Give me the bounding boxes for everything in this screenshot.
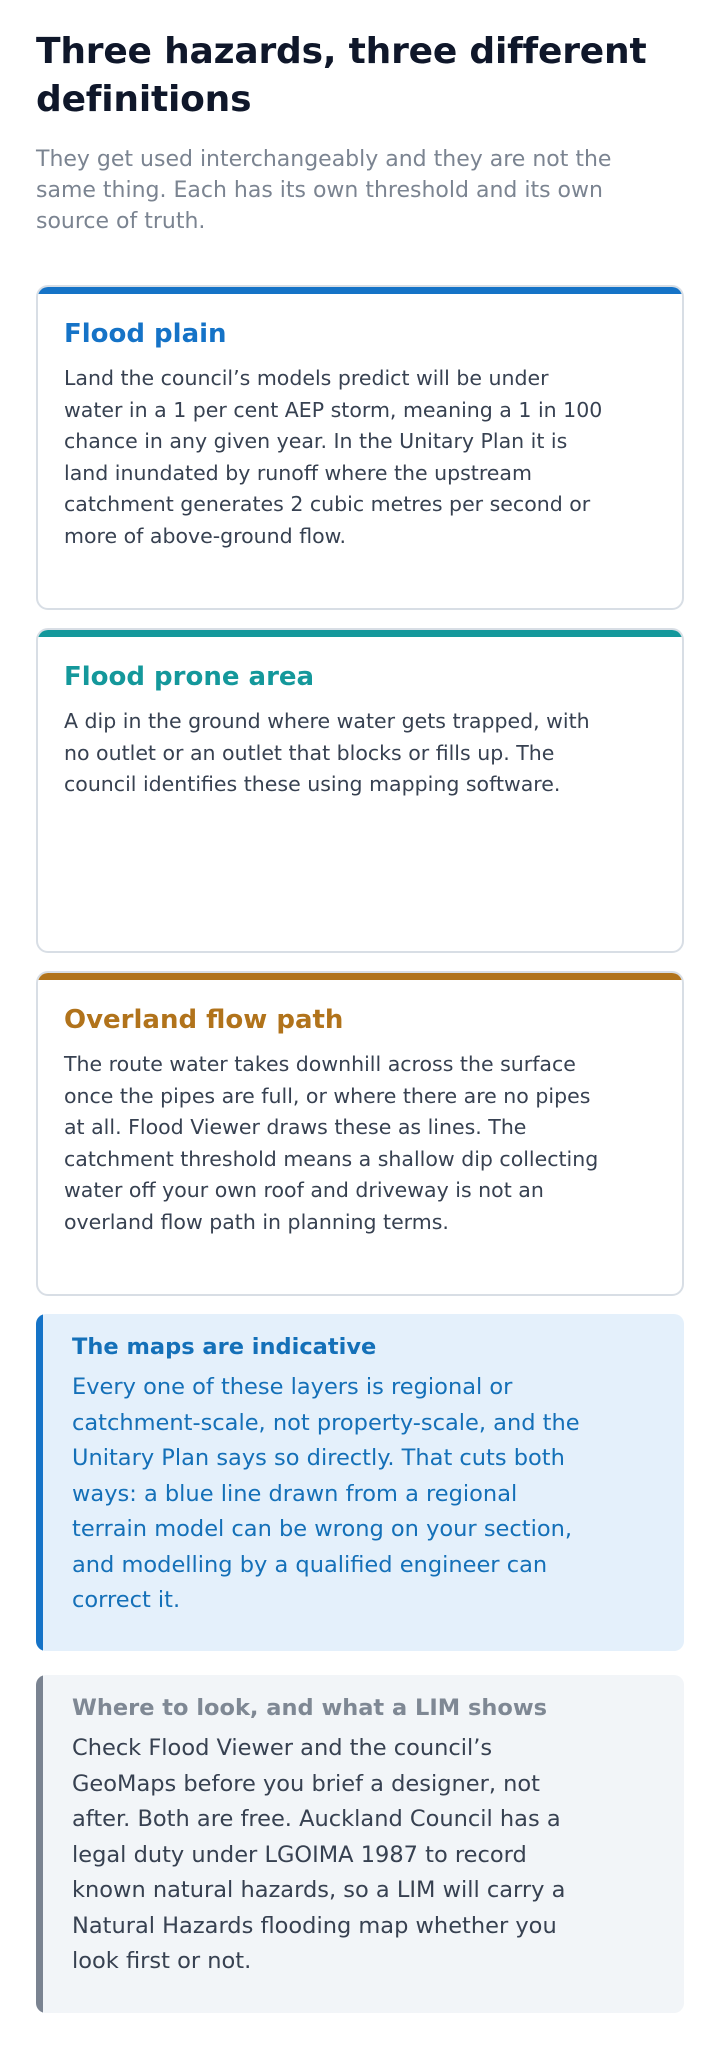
section-title: Three hazards, three different definitions [36, 31, 647, 120]
card-accent-bar [38, 287, 682, 294]
lim-note-callout [36, 1675, 684, 2013]
card-accent-bar [38, 973, 682, 980]
card-title: Overland flow path [64, 1005, 344, 1035]
card-title: Flood plain [64, 319, 227, 349]
card-body: The route water takes downhill across the surface once the pipes are full, or where there are no pipes at all. Flood Viewer draws these as lines. The catchment threshold means a shallow dip collecting water off your own roof and driveway is not an overland flow path in planning terms. [64, 1052, 599, 1234]
card-body: Land the council’s models predict will be under water in a 1 per cent AEP storm, meaning a 1 in 100 chance in any given year. In the Unitary Plan it is land inundated by runoff where the upstream catchment generates 2 cubic metres per second or more of above-ground flow. [64, 366, 603, 548]
hazard-card-flood-plain [36, 285, 684, 610]
hazard-card-overland-flow-path [36, 971, 684, 1296]
section-intro: They get used interchangeably and they are not the same thing. Each has its own threshold and its own source of truth. [36, 147, 612, 234]
card-accent-bar [38, 630, 682, 637]
callout-body: Every one of these layers is regional or catchment-scale, not property-scale, and the Unitary Plan says so directly. That cuts both ways: a blue line drawn from a regional terrain model can be wrong on your section, and modelling by a qualified engineer can correct it. [72, 1374, 580, 1613]
callout-accent-bar [36, 1675, 43, 2013]
indicative-maps-callout [36, 1314, 684, 1651]
hazard-cards [36, 285, 684, 1296]
callout-accent-bar [36, 1314, 43, 1651]
callout-title: Where to look, and what a LIM shows [72, 1695, 548, 1721]
callout-title: The maps are indicative [72, 1334, 377, 1360]
card-body: A dip in the ground where water gets trapped, with no outlet or an outlet that blocks or fills up. The council identifies these using mapping software. [64, 709, 590, 796]
callout-body: Check Flood Viewer and the council’s GeoMaps before you brief a designer, not after. Both are free. Auckland Council has a legal duty under LGOIMA 1987 to record known natural hazards, so a LIM will carry a Natural Hazards flooding map whether you look first or not. [72, 1735, 566, 1974]
hazard-card-flood-prone-area [36, 628, 684, 953]
card-title: Flood prone area [64, 662, 315, 692]
